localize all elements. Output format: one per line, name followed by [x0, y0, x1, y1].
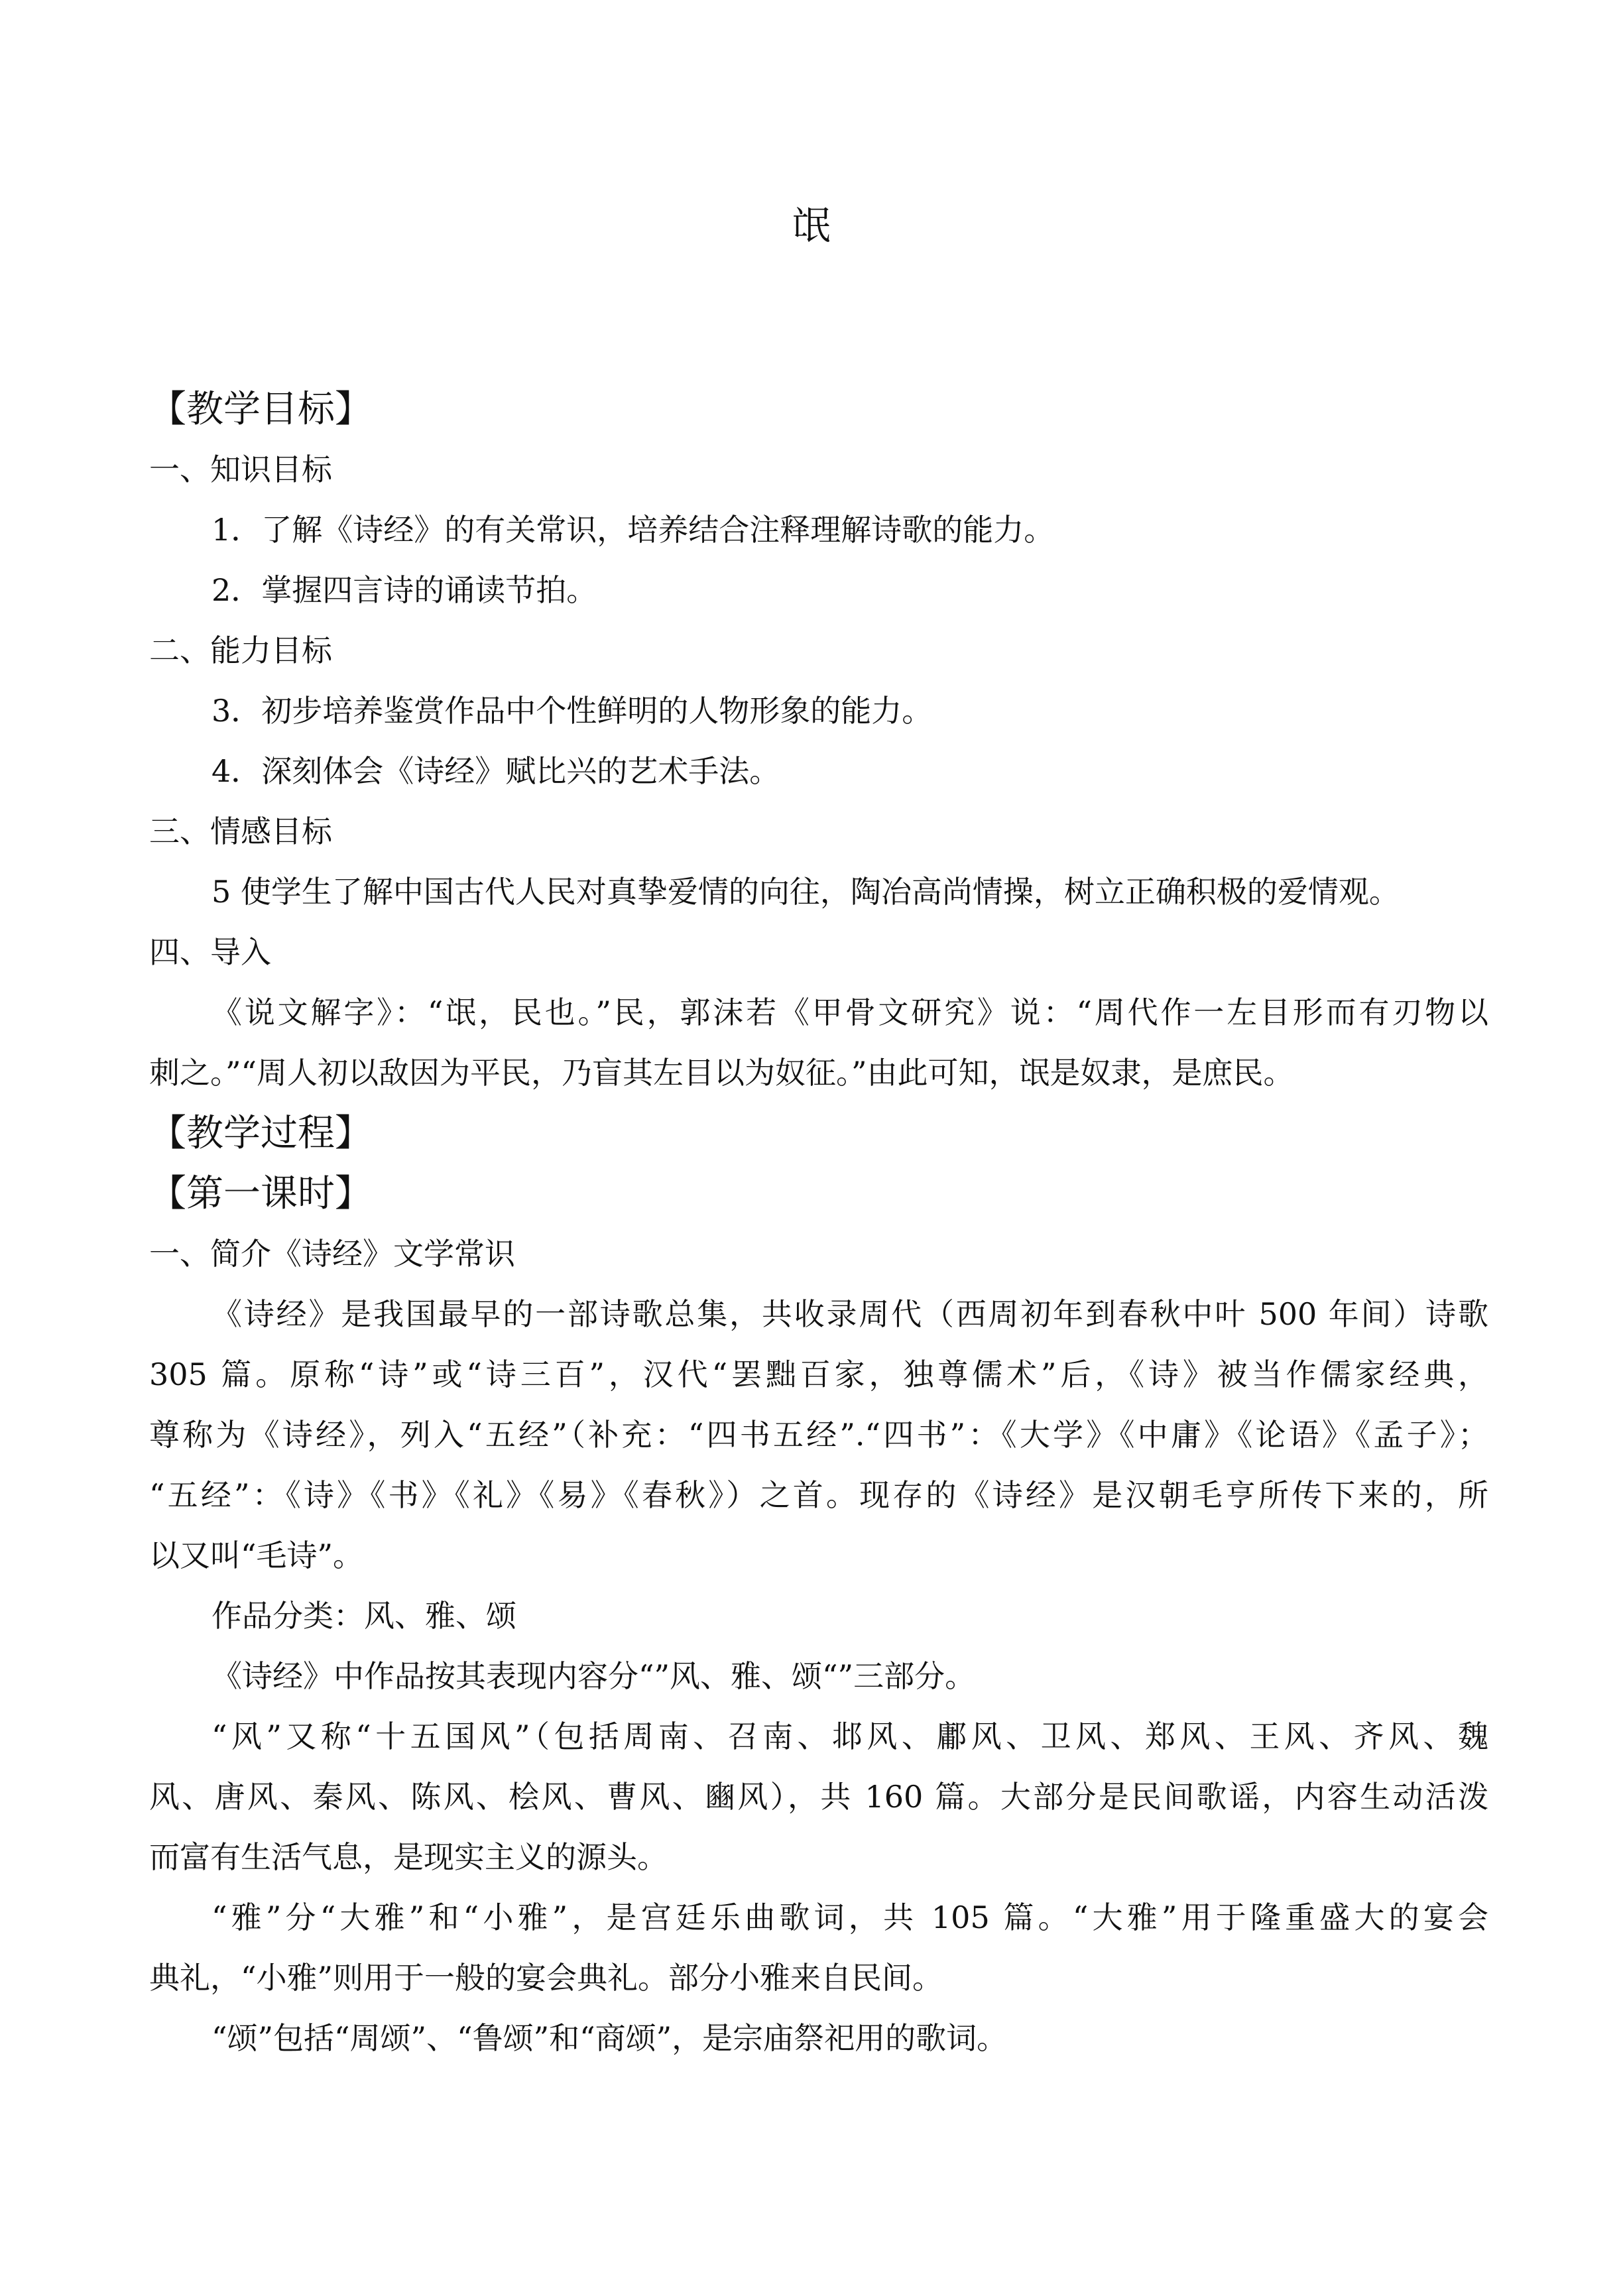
shijing-paragraph-line-3: 尊称为《诗经》，列入“五经”（补充：“四书五经”.“四书”：《大学》《中庸》《论语》《孟子》；: [149, 1417, 1488, 1453]
goal-item-3: 3．初步培养鉴赏作品中个性鲜明的人物形象的能力。: [211, 693, 933, 729]
section-heading-first-lesson: 【第一课时】: [149, 1172, 372, 1215]
classification-detail-line: 《诗经》中作品按其表现内容分“”风、雅、颂“”三部分。: [211, 1658, 976, 1694]
intro-paragraph-line-1: 《说文解字》：“氓，民也。”民，郭沫若《甲骨文研究》说：“周代作一左目形而有刃物以: [211, 995, 1488, 1030]
song-paragraph-line-1: “颂”包括“周颂”、“鲁颂”和“商颂”，是宗庙祭祀用的歌词。: [211, 2020, 1008, 2056]
ya-paragraph-line-1: “雅”分“大雅”和“小雅”，是宫廷乐曲歌词，共 105 篇。“大雅”用于隆重盛大的宴会: [211, 1900, 1488, 1935]
goal-item-4: 4．深刻体会《诗经》赋比兴的艺术手法。: [211, 753, 780, 789]
subheading-emotion-goals: 三、情感目标: [149, 814, 332, 849]
shijing-paragraph-line-2: 305 篇。原称“诗”或“诗三百”，汉代“罢黜百家，独尊儒术”后，《诗》被当作儒家经典，: [149, 1357, 1488, 1392]
subheading-shijing-intro: 一、简介《诗经》文学常识: [149, 1236, 515, 1272]
document-title: 氓: [792, 203, 831, 248]
shijing-paragraph-line-1: 《诗经》是我国最早的一部诗歌总集，共收录周代（西周初年到春秋中叶 500 年间）诗歌: [211, 1296, 1488, 1332]
classification-line: 作品分类：风、雅、颂: [211, 1598, 516, 1634]
section-heading-teaching-process: 【教学过程】: [149, 1112, 372, 1155]
goal-item-1: 1．了解《诗经》的有关常识，培养结合注释理解诗歌的能力。: [211, 512, 1055, 548]
ya-paragraph-line-2: 典礼，“小雅”则用于一般的宴会典礼。部分小雅来自民间。: [149, 1960, 943, 1996]
subheading-knowledge-goals: 一、知识目标: [149, 452, 332, 487]
feng-paragraph-line-3: 而富有生活气息，是现实主义的源头。: [149, 1839, 668, 1875]
feng-paragraph-line-2: 风、唐风、秦风、陈风、桧风、曹风、豳风），共 160 篇。大部分是民间歌谣，内容生动活泼: [149, 1779, 1488, 1815]
intro-paragraph-line-2: 刺之。”“周人初以敌因为平民，乃盲其左目以为奴征。”由此可知，氓是奴隶，是庶民。: [149, 1055, 1294, 1091]
feng-paragraph-line-1: “风”又称“十五国风”（包括周南、召南、邶风、鄘风、卫风、郑风、王风、齐风、魏: [211, 1719, 1488, 1754]
section-heading-teaching-goals: 【教学目标】: [149, 388, 372, 431]
subheading-ability-goals: 二、能力目标: [149, 633, 332, 668]
shijing-paragraph-line-4: “五经”：《诗》《书》《礼》《易》《春秋》）之首。现存的《诗经》是汉朝毛亨所传下来的，所: [149, 1477, 1488, 1513]
subheading-introduction: 四、导入: [149, 934, 271, 970]
shijing-paragraph-line-5: 以又叫“毛诗”。: [149, 1538, 364, 1573]
document-body: [149, 379, 1488, 2069]
goal-item-5: 5 使学生了解中国古代人民对真挚爱情的向往，陶冶高尚情操，树立正确积极的爱情观。: [211, 874, 1400, 910]
goal-item-2: 2．掌握四言诗的诵读节拍。: [211, 572, 597, 608]
